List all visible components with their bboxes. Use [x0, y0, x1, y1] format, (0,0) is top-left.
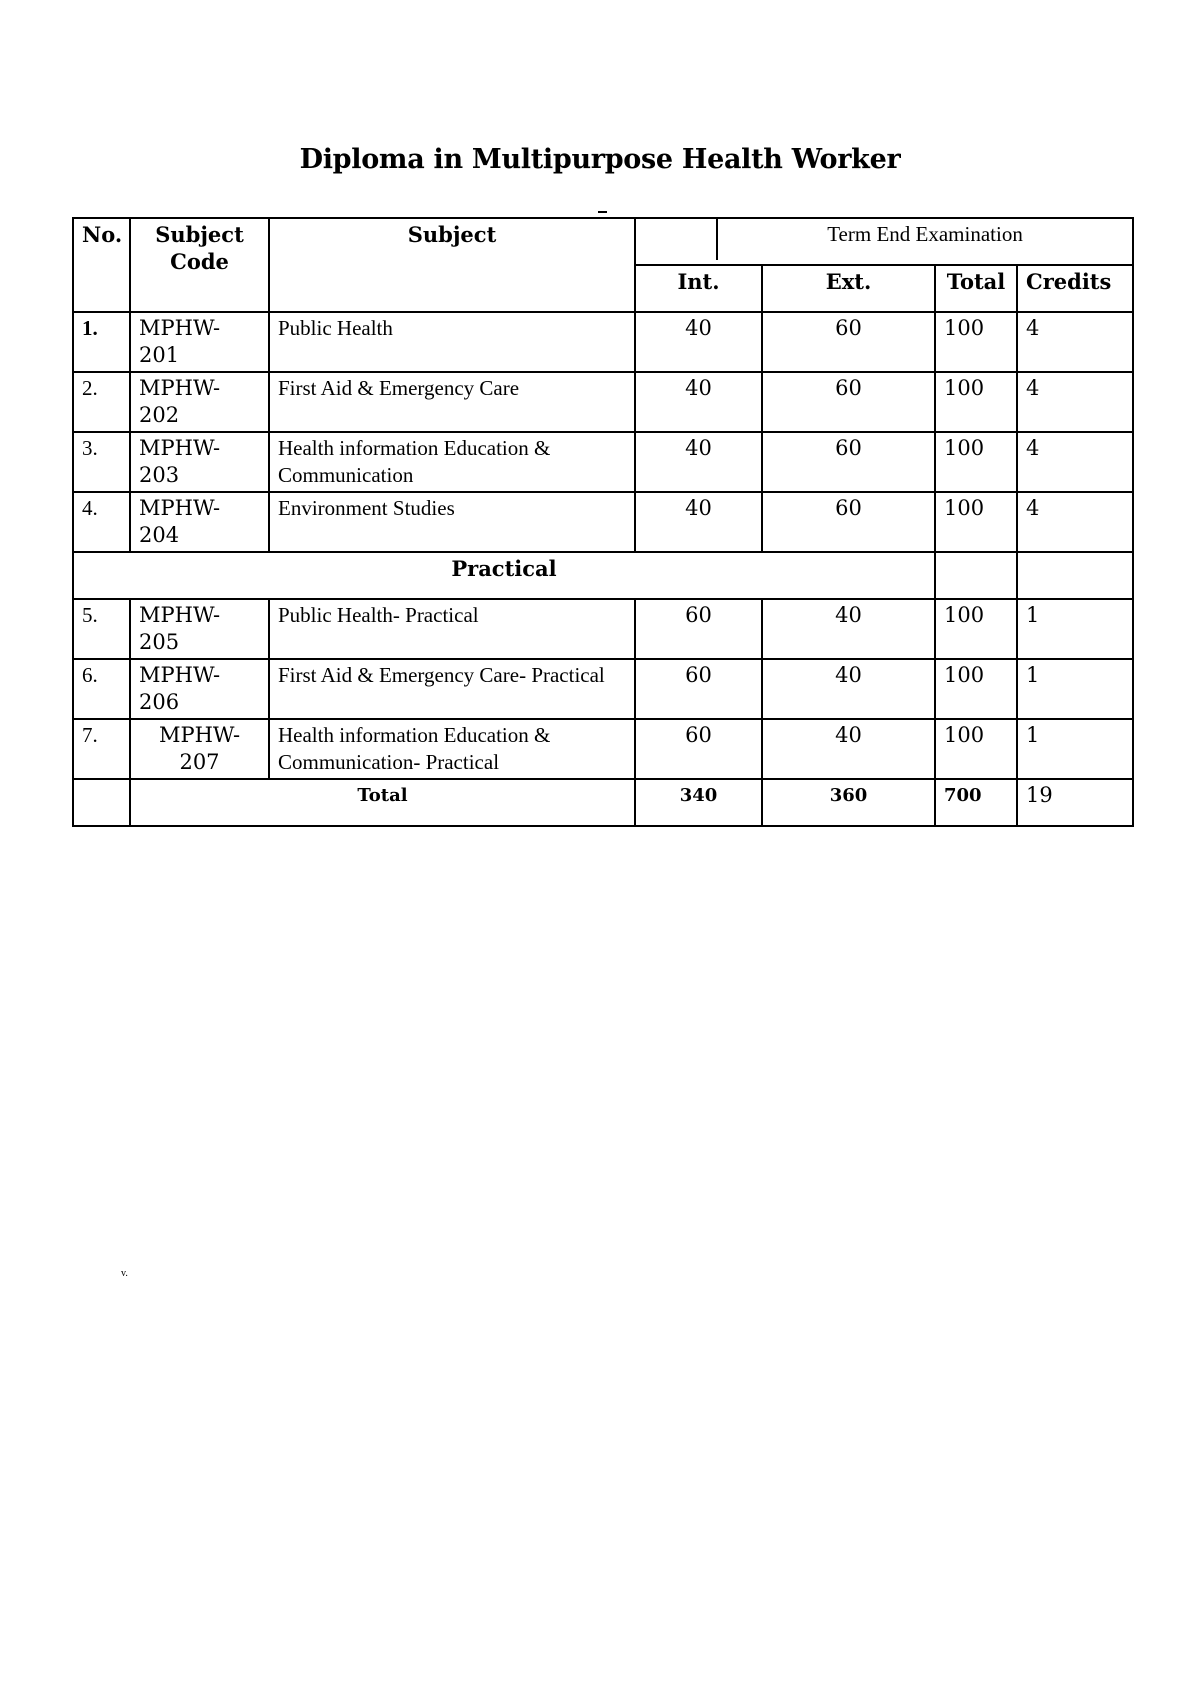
row-ext: 60 — [762, 492, 935, 552]
row-no: 6. — [73, 659, 130, 719]
table-row — [73, 659, 1133, 719]
practical-empty-credits — [1017, 552, 1133, 599]
header-subject: Subject — [269, 218, 635, 312]
totals-row — [73, 779, 1133, 826]
row-code: MPHW-207 — [130, 719, 269, 779]
row-credits: 4 — [1017, 372, 1133, 432]
totals-total: 700 — [935, 779, 1017, 826]
row-int: 60 — [635, 599, 762, 659]
row-int: 40 — [635, 312, 762, 372]
row-credits: 1 — [1017, 599, 1133, 659]
practical-section-label: Practical — [73, 552, 935, 599]
row-int: 60 — [635, 659, 762, 719]
header-term-end: Term End Examination — [827, 222, 1023, 246]
footnote-mark: v. — [121, 1268, 128, 1279]
totals-empty-no — [73, 779, 130, 826]
totals-label: Total — [130, 779, 635, 826]
row-code: MPHW-202 — [130, 372, 269, 432]
row-int: 40 — [635, 372, 762, 432]
header-blank-box — [636, 219, 718, 260]
row-credits: 4 — [1017, 312, 1133, 372]
row-code: MPHW-204 — [130, 492, 269, 552]
header-row-1 — [73, 218, 1133, 265]
row-subject: Public Health- Practical — [269, 599, 635, 659]
row-subject: Public Health — [269, 312, 635, 372]
row-credits: 1 — [1017, 719, 1133, 779]
row-no: 5. — [73, 599, 130, 659]
row-total: 100 — [935, 659, 1017, 719]
row-subject: Health information Education & Communication- Practical — [269, 719, 635, 779]
page-title: Diploma in Multipurpose Health Worker — [299, 144, 901, 175]
table-row — [73, 312, 1133, 372]
row-no: 4. — [73, 492, 130, 552]
row-subject: First Aid & Emergency Care- Practical — [269, 659, 635, 719]
row-credits: 1 — [1017, 659, 1133, 719]
row-code: MPHW-201 — [130, 312, 269, 372]
row-code: MPHW-206 — [130, 659, 269, 719]
row-int: 40 — [635, 492, 762, 552]
header-subject-code: Subject Code — [130, 218, 269, 312]
table-row — [73, 492, 1133, 552]
row-credits: 4 — [1017, 432, 1133, 492]
row-total: 100 — [935, 492, 1017, 552]
scheme-table — [72, 217, 1134, 827]
header-no: No. — [73, 218, 130, 312]
practical-section-row — [73, 552, 1133, 599]
row-subject: Environment Studies — [269, 492, 635, 552]
row-ext: 60 — [762, 432, 935, 492]
row-no: 2. — [73, 372, 130, 432]
row-no: 7. — [73, 719, 130, 779]
row-subject: Health information Education & Communication — [269, 432, 635, 492]
totals-ext: 360 — [762, 779, 935, 826]
row-ext: 40 — [762, 659, 935, 719]
table-row — [73, 372, 1133, 432]
row-no: 1. — [73, 312, 130, 372]
row-int: 40 — [635, 432, 762, 492]
row-credits: 4 — [1017, 492, 1133, 552]
row-total: 100 — [935, 312, 1017, 372]
header-ext: Ext. — [762, 265, 935, 312]
row-code: MPHW-205 — [130, 599, 269, 659]
row-total: 100 — [935, 599, 1017, 659]
row-code: MPHW-203 — [130, 432, 269, 492]
header-int: Int. — [635, 265, 762, 312]
table-row — [73, 599, 1133, 659]
header-total: Total — [935, 265, 1017, 312]
totals-int: 340 — [635, 779, 762, 826]
totals-credits: 19 — [1017, 779, 1133, 826]
row-total: 100 — [935, 372, 1017, 432]
row-ext: 40 — [762, 599, 935, 659]
row-int: 60 — [635, 719, 762, 779]
row-no: 3. — [73, 432, 130, 492]
row-subject: First Aid & Emergency Care — [269, 372, 635, 432]
practical-empty-total — [935, 552, 1017, 599]
table-row — [73, 719, 1133, 779]
table-row — [73, 432, 1133, 492]
header-term-end-cell — [635, 218, 1133, 265]
row-total: 100 — [935, 432, 1017, 492]
row-ext: 60 — [762, 372, 935, 432]
header-credits: Credits — [1017, 265, 1133, 312]
title-underline-mark — [598, 211, 607, 213]
row-ext: 60 — [762, 312, 935, 372]
row-total: 100 — [935, 719, 1017, 779]
row-ext: 40 — [762, 719, 935, 779]
